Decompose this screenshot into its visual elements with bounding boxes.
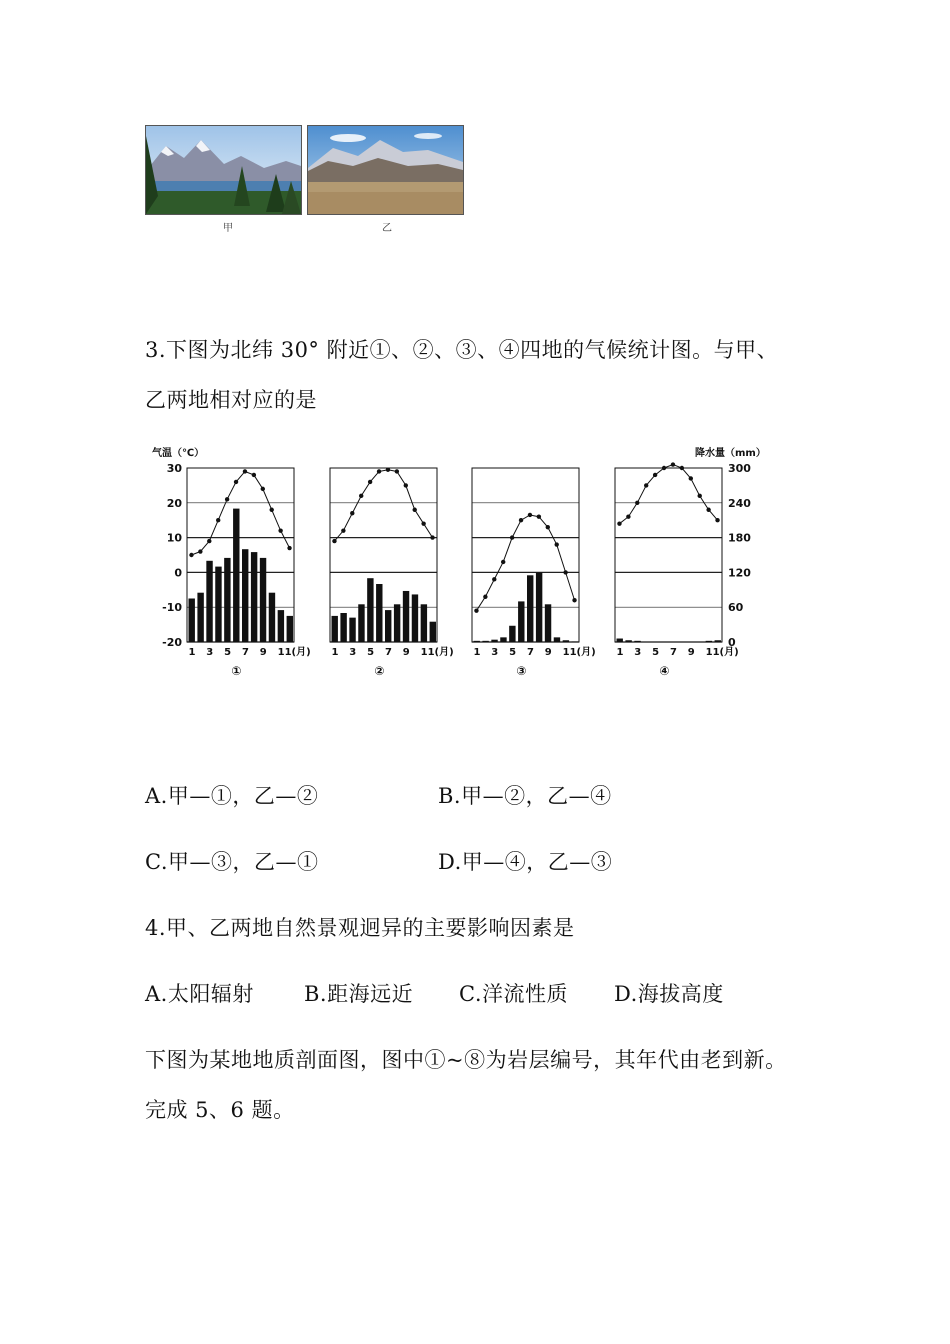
month-tick-label: 3 bbox=[634, 647, 642, 658]
precipitation-axis-title: 降水量（mm） bbox=[695, 448, 766, 459]
panel-label: ② bbox=[374, 664, 385, 678]
option-4b: B.距海远近 bbox=[304, 982, 414, 1006]
temperature-axis-title: 气温（℃） bbox=[152, 448, 205, 459]
month-tick-label: 5 bbox=[652, 647, 660, 658]
precip-bar bbox=[474, 641, 480, 642]
temperature-point bbox=[715, 518, 719, 522]
photo-jia bbox=[145, 125, 302, 215]
temperature-point bbox=[706, 508, 710, 512]
temperature-point bbox=[671, 462, 675, 466]
climate-charts bbox=[140, 438, 780, 688]
precip-bar bbox=[358, 604, 364, 642]
precip-bar bbox=[527, 575, 533, 642]
month-tick-label: 11(月) bbox=[705, 647, 739, 658]
precip-tick-label: 120 bbox=[728, 566, 751, 580]
temperature-point bbox=[537, 515, 541, 519]
precip-bar bbox=[625, 640, 631, 642]
precip-tick-label: 60 bbox=[728, 601, 744, 615]
temperature-point bbox=[698, 494, 702, 498]
precip-bar bbox=[376, 584, 382, 642]
temp-tick-label: -10 bbox=[162, 601, 182, 615]
precip-bar bbox=[491, 640, 497, 642]
precip-bar bbox=[260, 558, 266, 642]
temp-tick-label: -20 bbox=[162, 636, 182, 649]
precip-bar bbox=[634, 641, 640, 642]
panel-label: ① bbox=[231, 664, 242, 678]
precip-bar bbox=[242, 549, 248, 642]
temperature-point bbox=[216, 518, 220, 522]
panel-frame bbox=[472, 468, 579, 642]
intro-line-2: 完成 5、6 题。 bbox=[145, 1098, 295, 1122]
month-tick-label: 7 bbox=[241, 647, 249, 658]
month-tick-label: 3 bbox=[206, 647, 214, 658]
temperature-point bbox=[404, 483, 408, 487]
month-tick-label: 5 bbox=[367, 647, 375, 658]
precip-bar bbox=[233, 509, 239, 642]
temperature-point bbox=[662, 466, 666, 470]
temperature-point bbox=[421, 521, 425, 525]
temperature-point bbox=[689, 476, 693, 480]
temp-tick-label: 30 bbox=[166, 462, 182, 475]
precip-bar bbox=[536, 572, 542, 642]
month-tick-label: 11(月) bbox=[562, 647, 596, 658]
temperature-point bbox=[198, 549, 202, 553]
temperature-line bbox=[619, 465, 717, 524]
panel-label: ④ bbox=[659, 664, 670, 678]
temperature-point bbox=[528, 513, 532, 517]
precip-bar bbox=[287, 616, 293, 642]
month-tick-label: 7 bbox=[526, 647, 534, 658]
temperature-point bbox=[341, 528, 345, 532]
precip-bar bbox=[706, 641, 712, 642]
temperature-point bbox=[572, 598, 576, 602]
temperature-point bbox=[626, 515, 630, 519]
precip-tick-label: 180 bbox=[728, 531, 751, 545]
precip-bar bbox=[572, 641, 578, 642]
month-tick-label: 9 bbox=[544, 647, 552, 658]
precip-bar bbox=[367, 578, 373, 642]
temperature-point bbox=[252, 473, 256, 477]
precip-bar bbox=[215, 567, 221, 642]
intro-line-1: 下图为某地地质剖面图，图中①~⑧为岩层编号，其年代由老到新。 bbox=[145, 1048, 787, 1072]
temperature-point bbox=[635, 501, 639, 505]
month-tick-label: 7 bbox=[669, 647, 677, 658]
temp-tick-label: 10 bbox=[166, 531, 182, 545]
photo-caption-yi: 乙 bbox=[382, 223, 392, 234]
temperature-point bbox=[492, 577, 496, 581]
precip-bar bbox=[349, 618, 355, 642]
month-tick-label: 5 bbox=[509, 647, 517, 658]
temperature-point bbox=[510, 535, 514, 539]
temperature-point bbox=[368, 480, 372, 484]
temperature-point bbox=[483, 595, 487, 599]
month-tick-label: 3 bbox=[349, 647, 357, 658]
precip-tick-label: 300 bbox=[728, 462, 751, 475]
precip-bar bbox=[340, 613, 346, 642]
photo-caption-jia: 甲 bbox=[223, 223, 233, 234]
temp-tick-label: 0 bbox=[174, 566, 182, 580]
temperature-point bbox=[680, 466, 684, 470]
temperature-point bbox=[243, 469, 247, 473]
option-3c: C.甲—③，乙—① bbox=[145, 850, 319, 874]
question-4-stem: 4.甲、乙两地自然景观迥异的主要影响因素是 bbox=[145, 916, 575, 940]
temperature-point bbox=[225, 497, 229, 501]
precip-bar bbox=[430, 622, 436, 642]
month-tick-label: 1 bbox=[331, 647, 339, 658]
precip-bar bbox=[545, 604, 551, 642]
temperature-point bbox=[350, 511, 354, 515]
precip-bar bbox=[509, 626, 515, 642]
precip-bar bbox=[251, 552, 257, 642]
temperature-point bbox=[332, 539, 336, 543]
precip-bar bbox=[332, 616, 338, 642]
month-tick-label: 1 bbox=[188, 647, 196, 658]
temperature-line bbox=[191, 471, 289, 555]
precip-bar bbox=[385, 610, 391, 642]
temperature-point bbox=[278, 528, 282, 532]
temperature-point bbox=[261, 487, 265, 491]
temperature-point bbox=[501, 560, 505, 564]
precip-bar bbox=[403, 591, 409, 642]
precip-bar bbox=[554, 637, 560, 642]
precip-bar bbox=[563, 640, 569, 642]
precip-bar bbox=[518, 601, 524, 642]
panel-frame bbox=[615, 468, 722, 642]
precip-bar bbox=[617, 639, 623, 642]
question-3-line-1: 3.下图为北纬 30° 附近①、②、③、④四地的气候统计图。与甲、 bbox=[145, 338, 779, 362]
temperature-point bbox=[474, 608, 478, 612]
panel-label: ③ bbox=[516, 664, 527, 678]
temperature-point bbox=[287, 546, 291, 550]
temperature-point bbox=[430, 535, 434, 539]
temperature-point bbox=[189, 553, 193, 557]
month-tick-label: 9 bbox=[687, 647, 695, 658]
temperature-point bbox=[555, 542, 559, 546]
temperature-point bbox=[234, 480, 238, 484]
option-4a: A.太阳辐射 bbox=[145, 982, 254, 1006]
option-3a: A.甲—①，乙—② bbox=[145, 784, 319, 808]
month-tick-label: 5 bbox=[224, 647, 232, 658]
precip-bar bbox=[189, 599, 195, 643]
question-3-line-2: 乙两地相对应的是 bbox=[145, 388, 317, 412]
temperature-point bbox=[270, 508, 274, 512]
option-4d: D.海拔高度 bbox=[614, 982, 724, 1006]
precip-bar bbox=[278, 610, 284, 642]
precip-bar bbox=[412, 594, 418, 642]
temperature-point bbox=[386, 468, 390, 472]
precip-bar bbox=[482, 641, 488, 642]
temperature-line bbox=[334, 470, 432, 541]
month-tick-label: 9 bbox=[402, 647, 410, 658]
temperature-point bbox=[546, 525, 550, 529]
month-tick-label: 1 bbox=[616, 647, 624, 658]
temperature-point bbox=[563, 570, 567, 574]
precip-bar bbox=[421, 604, 427, 642]
temp-tick-label: 20 bbox=[166, 496, 182, 510]
precip-bar bbox=[394, 604, 400, 642]
temperature-point bbox=[519, 518, 523, 522]
month-tick-label: 11(月) bbox=[420, 647, 454, 658]
month-tick-label: 9 bbox=[259, 647, 267, 658]
temperature-point bbox=[617, 521, 621, 525]
precip-tick-label: 0 bbox=[728, 636, 736, 649]
precip-bar bbox=[715, 640, 721, 642]
temperature-point bbox=[413, 508, 417, 512]
temperature-point bbox=[644, 483, 648, 487]
precip-bar bbox=[500, 637, 506, 642]
temperature-point bbox=[207, 539, 211, 543]
precip-bar bbox=[224, 558, 230, 642]
month-tick-label: 1 bbox=[473, 647, 481, 658]
temperature-point bbox=[653, 473, 657, 477]
option-4c: C.洋流性质 bbox=[459, 982, 568, 1006]
temperature-point bbox=[377, 469, 381, 473]
precip-bar bbox=[269, 593, 275, 642]
precip-bar bbox=[197, 593, 203, 642]
photo-yi bbox=[307, 125, 464, 215]
month-tick-label: 11(月) bbox=[277, 647, 311, 658]
temperature-line bbox=[476, 515, 574, 611]
precip-bar bbox=[206, 561, 212, 642]
month-tick-label: 7 bbox=[384, 647, 392, 658]
option-3d: D.甲—④，乙—③ bbox=[438, 850, 613, 874]
option-3b: B.甲—②，乙—④ bbox=[438, 784, 612, 808]
temperature-point bbox=[359, 494, 363, 498]
month-tick-label: 3 bbox=[491, 647, 499, 658]
precip-tick-label: 240 bbox=[728, 496, 751, 510]
temperature-point bbox=[395, 469, 399, 473]
